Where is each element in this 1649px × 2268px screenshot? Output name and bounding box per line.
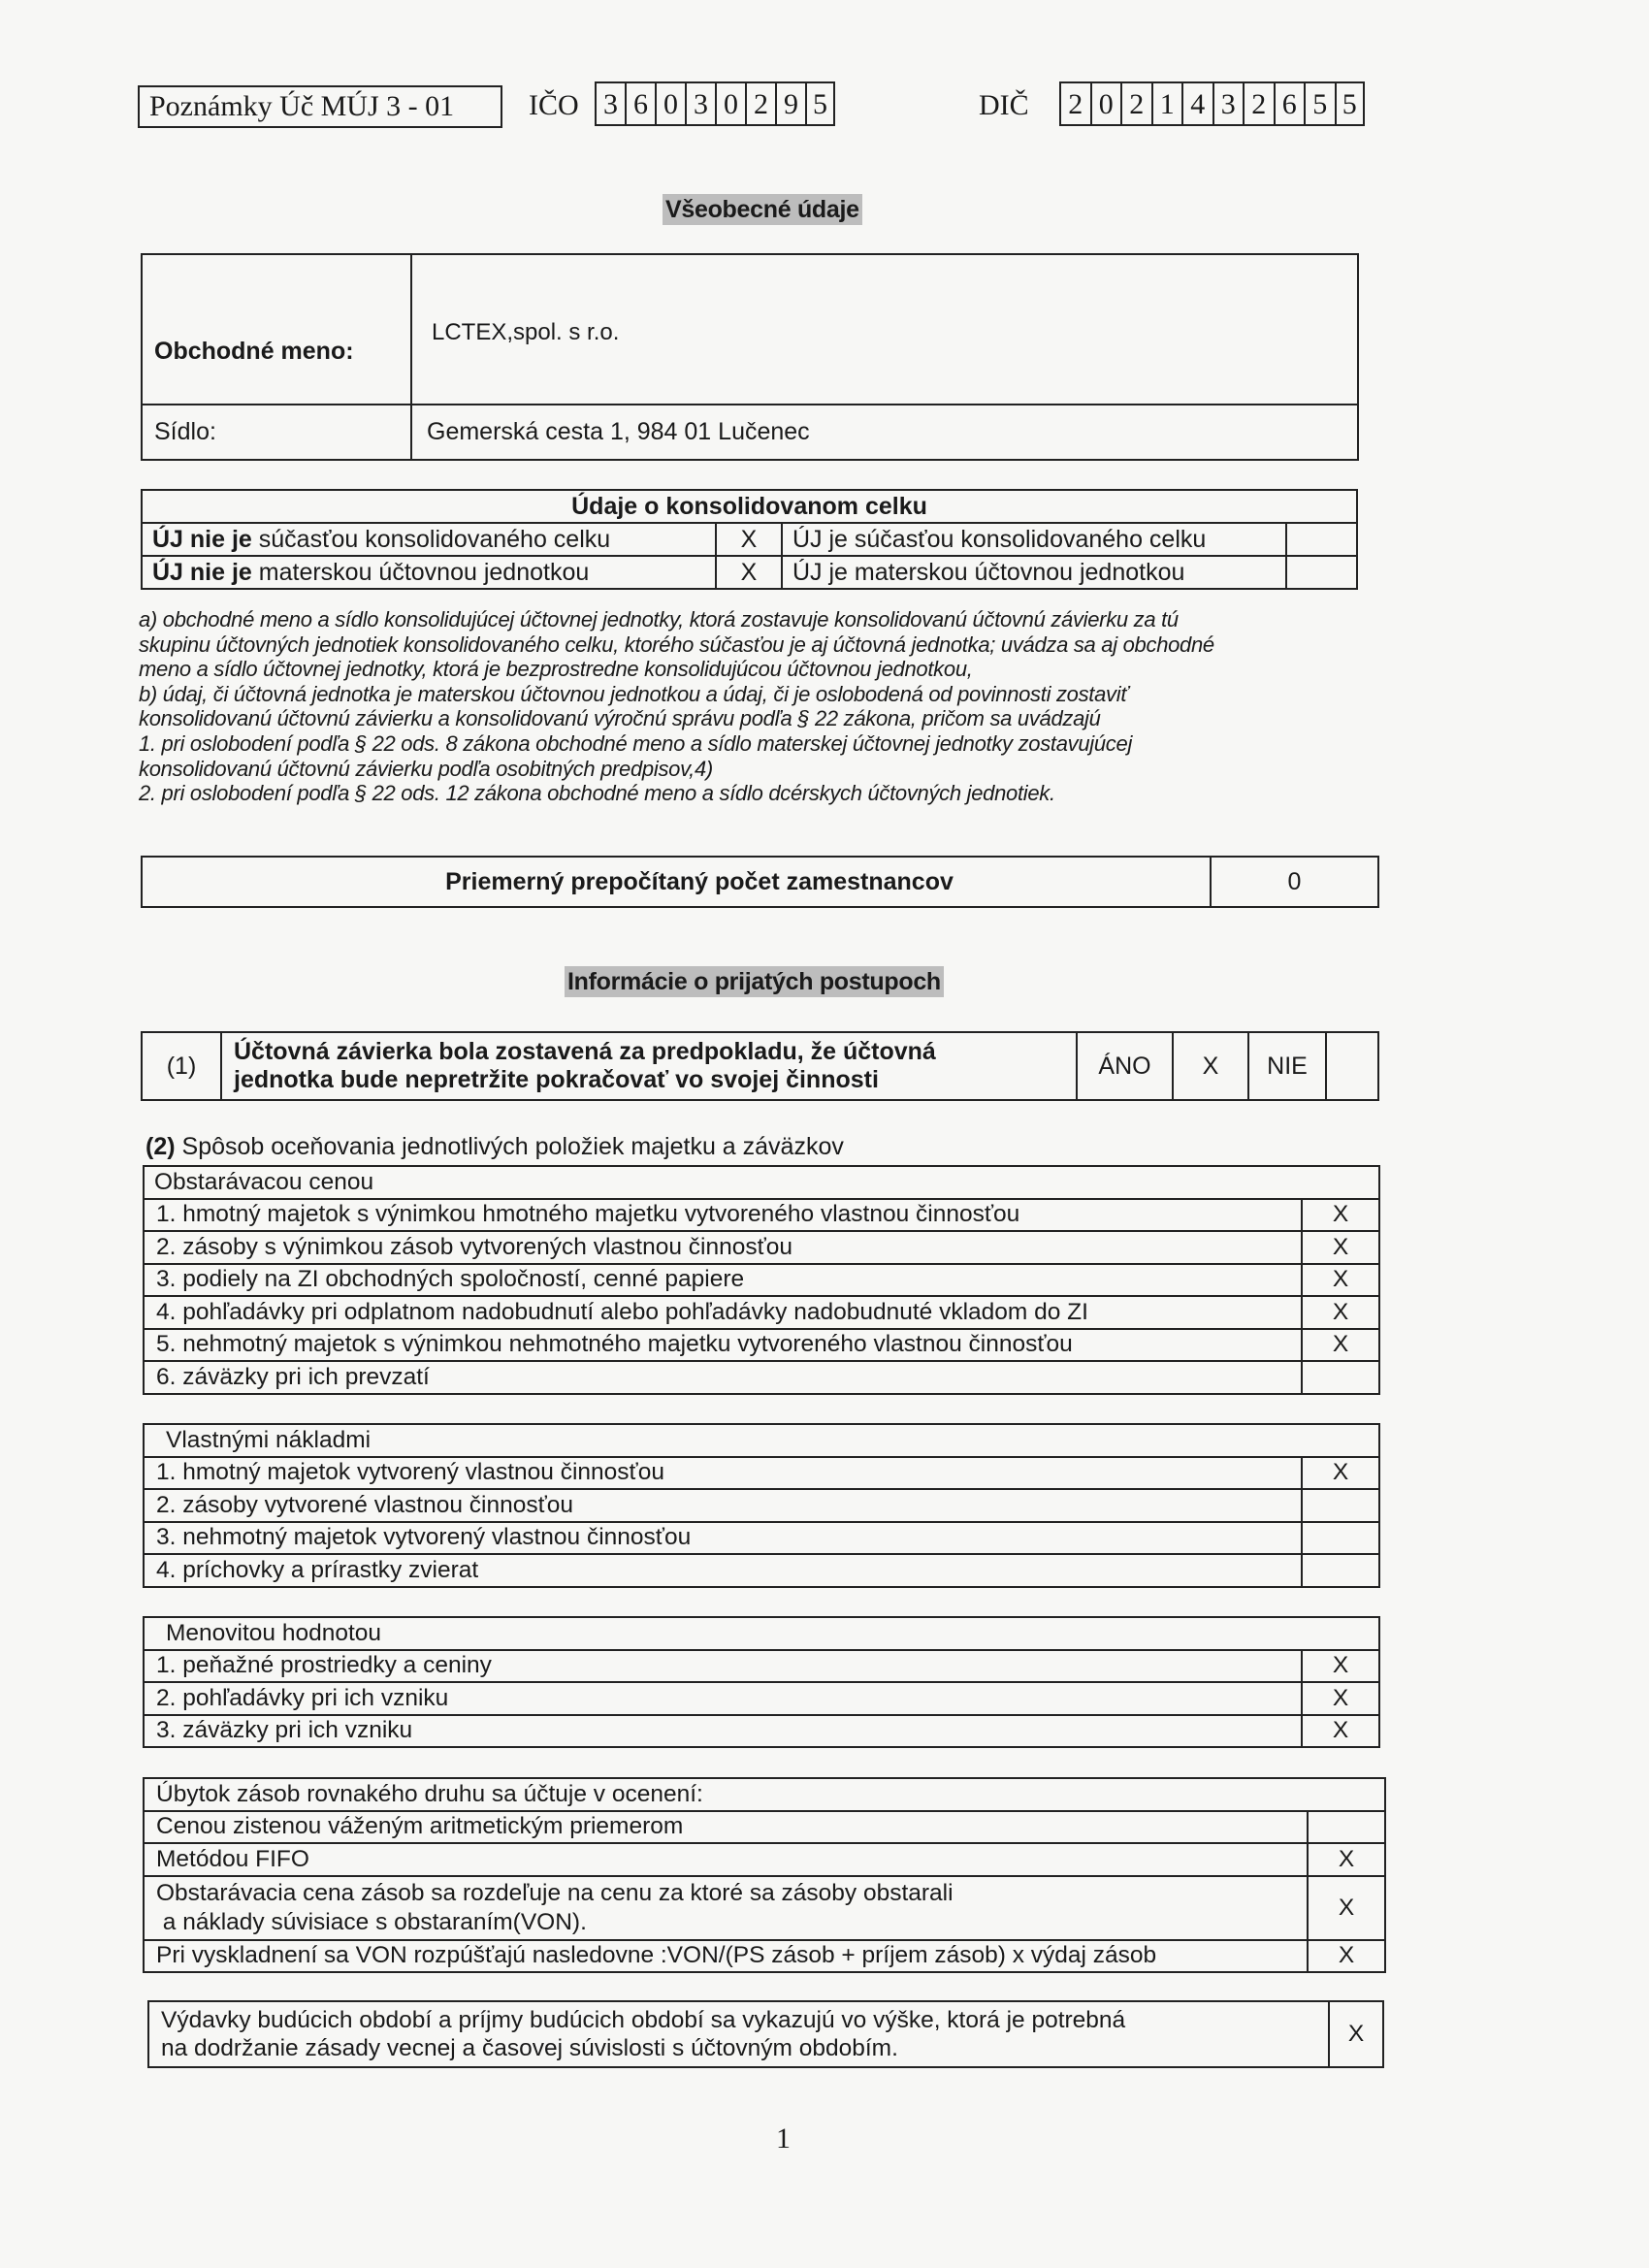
note-line: skupinu účtovných jednotiek konsolidovaného celku, ktorého súčasťou je aj účtovná jednotka; uvádza sa aj obchodné xyxy=(139,632,1214,657)
valuation-group-nominal-value xyxy=(143,1616,1380,1748)
section-heading-general: Všeobecné údaje xyxy=(663,194,862,225)
employees-value: 0 xyxy=(1211,857,1378,907)
valuation-mark: X xyxy=(1302,1296,1379,1329)
valuation-mark: X xyxy=(1302,1457,1379,1490)
consolidated-right-mark xyxy=(1286,556,1357,589)
valuation-label: 3. podiely na ZI obchodných spoločností, cenné papiere xyxy=(144,1264,1302,1297)
note-line: 1. pri oslobodení podľa § 22 ods. 8 zákona obchodné meno a sídlo materskej účtovnej jednotky zostavujúcej xyxy=(139,730,1133,756)
valuation-group-acquisition-cost xyxy=(143,1165,1380,1395)
valuation-row xyxy=(144,1811,1385,1844)
valuation-mark: X xyxy=(1302,1650,1379,1683)
consolidated-table xyxy=(141,489,1358,590)
valuation-row xyxy=(144,1489,1379,1522)
valuation-label: 2. zásoby s výnimkou zásob vytvorených vlastnou činnosťou xyxy=(144,1231,1302,1264)
note-line: konsolidovanú účtovnú závierku podľa osobitných predpisov,4) xyxy=(139,756,713,781)
valuation-mark: X xyxy=(1308,1876,1385,1940)
dic-digit: 0 xyxy=(1090,81,1121,126)
group-header: Úbytok zásob rovnakého druhu sa účtuje v ocenení: xyxy=(144,1778,1385,1811)
dic-digit: 5 xyxy=(1335,81,1366,126)
valuation-row xyxy=(144,1296,1379,1329)
valuation-mark xyxy=(1308,1811,1385,1844)
consolidated-right-label: ÚJ je materskou účtovnou jednotkou xyxy=(782,556,1286,589)
valuation-row xyxy=(144,1554,1379,1587)
dic-digit: 4 xyxy=(1181,81,1212,126)
q1-no-mark xyxy=(1326,1032,1378,1100)
accruals-mark: X xyxy=(1329,2001,1383,2067)
valuation-row xyxy=(144,1843,1385,1876)
dic-digits xyxy=(1059,81,1365,126)
q2-title: (2) Spôsob oceňovania jednotlivých položiek majetku a záväzkov xyxy=(146,1133,844,1160)
valuation-row xyxy=(144,1361,1379,1394)
valuation-label: Obstarávacia cena zásob sa rozdeľuje na cenu za ktoré sa zásoby obstarali a náklady súvisiace s obstaraním(VON). xyxy=(144,1876,1308,1940)
dic-digit: 3 xyxy=(1212,81,1244,126)
valuation-label: 5. nehmotný majetok s výnimkou nehmotného majetku vytvoreného vlastnou činnosťou xyxy=(144,1329,1302,1362)
group-header: Obstarávacou cenou xyxy=(144,1166,1379,1199)
valuation-group-own-costs xyxy=(143,1423,1380,1588)
q1-number: (1) xyxy=(142,1032,221,1100)
valuation-mark: X xyxy=(1302,1329,1379,1362)
general-info-table xyxy=(141,253,1359,461)
dic-digit: 5 xyxy=(1304,81,1335,126)
valuation-mark xyxy=(1302,1554,1379,1587)
consolidated-title: Údaje o konsolidovanom celku xyxy=(142,490,1357,523)
form-title: Poznámky Úč MÚJ 3 - 01 xyxy=(138,85,502,128)
seat-label: Sídlo: xyxy=(142,405,411,460)
valuation-row xyxy=(144,1715,1379,1748)
consolidated-right-label: ÚJ je súčasťou konsolidovaného celku xyxy=(782,523,1286,556)
valuation-row xyxy=(144,1876,1385,1940)
employees-table xyxy=(141,856,1379,908)
valuation-row xyxy=(144,1522,1379,1555)
q1-yes-label: ÁNO xyxy=(1077,1032,1173,1100)
valuation-label: Cenou zistenou váženým aritmetickým priemerom xyxy=(144,1811,1308,1844)
note-line: b) údaj, či účtovná jednotka je materskou účtovnou jednotkou a údaj, či je oslobodená od povinnosti zostaviť xyxy=(139,681,1128,706)
q1-no-label: NIE xyxy=(1248,1032,1326,1100)
q2-number: (2) xyxy=(146,1133,176,1160)
ico-digit: 9 xyxy=(775,81,805,126)
consolidated-row xyxy=(142,523,1357,556)
valuation-label: 3. nehmotný majetok vytvorený vlastnou činnosťou xyxy=(144,1522,1302,1555)
dic-digit: 1 xyxy=(1151,81,1182,126)
page-number: 1 xyxy=(776,2122,791,2155)
valuation-label: 4. pohľadávky pri odplatnom nadobudnutí alebo pohľadávky nadobudnuté vkladom do ZI xyxy=(144,1296,1302,1329)
valuation-row xyxy=(144,1457,1379,1490)
valuation-label: 1. hmotný majetok s výnimkou hmotného majetku vytvoreného vlastnou činnosťou xyxy=(144,1199,1302,1232)
valuation-mark: X xyxy=(1308,1843,1385,1876)
dic-digit: 2 xyxy=(1120,81,1151,126)
accruals-table xyxy=(147,2000,1384,2068)
group-header: Vlastnými nákladmi xyxy=(144,1424,1379,1457)
consolidated-notes xyxy=(139,607,1400,806)
ico-digit: 2 xyxy=(745,81,775,126)
valuation-row xyxy=(144,1264,1379,1297)
valuation-label: 1. hmotný majetok vytvorený vlastnou činnosťou xyxy=(144,1457,1302,1490)
dic-digit: 6 xyxy=(1274,81,1305,126)
valuation-label: 2. zásoby vytvorené vlastnou činnosťou xyxy=(144,1489,1302,1522)
consolidated-left-mark: X xyxy=(716,556,782,589)
valuation-mark: X xyxy=(1302,1264,1379,1297)
consolidated-right-mark xyxy=(1286,523,1357,556)
valuation-row xyxy=(144,1199,1379,1232)
business-name-label: Obchodné meno: xyxy=(142,254,411,405)
consolidated-left-label: ÚJ nie je materskou účtovnou jednotkou xyxy=(142,556,716,589)
valuation-mark: X xyxy=(1308,1940,1385,1973)
valuation-mark: X xyxy=(1302,1715,1379,1748)
ico-digit: 5 xyxy=(805,81,835,126)
dic-digit: 2 xyxy=(1243,81,1274,126)
dic-digit: 2 xyxy=(1059,81,1090,126)
note-line: a) obchodné meno a sídlo konsolidujúcej účtovnej jednotky, ktorá zostavuje konsolidovanú účtovnú závierku za tú xyxy=(139,607,1179,632)
consolidated-left-label: ÚJ nie je súčasťou konsolidovaného celku xyxy=(142,523,716,556)
ico-digit: 6 xyxy=(625,81,655,126)
valuation-label: 3. záväzky pri ich vzniku xyxy=(144,1715,1302,1748)
ico-label: IČO xyxy=(529,89,579,121)
valuation-label: 6. záväzky pri ich prevzatí xyxy=(144,1361,1302,1394)
valuation-mark xyxy=(1302,1522,1379,1555)
valuation-mark xyxy=(1302,1489,1379,1522)
valuation-mark: X xyxy=(1302,1682,1379,1715)
valuation-label: 2. pohľadávky pri ich vzniku xyxy=(144,1682,1302,1715)
valuation-row xyxy=(144,1682,1379,1715)
valuation-label: 4. príchovky a prírastky zvierat xyxy=(144,1554,1302,1587)
going-concern-table xyxy=(141,1031,1379,1101)
valuation-row xyxy=(144,1940,1385,1973)
q1-yes-mark: X xyxy=(1173,1032,1248,1100)
valuation-group-inventory-decrease xyxy=(143,1777,1386,1973)
seat-value: Gemerská cesta 1, 984 01 Lučenec xyxy=(411,405,1358,460)
valuation-label: 1. peňažné prostriedky a ceniny xyxy=(144,1650,1302,1683)
dic-label: DIČ xyxy=(979,89,1029,121)
accruals-text: Výdavky budúcich období a príjmy budúcich období sa vykazujú vo výške, ktorá je potrebná na dodržanie zásady vecnej a časovej súvislosti s účtovným obdobím. xyxy=(148,2001,1329,2067)
ico-digit: 0 xyxy=(715,81,745,126)
valuation-label: Metódou FIFO xyxy=(144,1843,1308,1876)
ico-digit: 0 xyxy=(655,81,685,126)
valuation-row xyxy=(144,1329,1379,1362)
employees-label: Priemerný prepočítaný počet zamestnancov xyxy=(142,857,1211,907)
valuation-label: Pri vyskladnení sa VON rozpúšťajú nasledovne :VON/(PS zásob + príjem zásob) x výdaj zásob xyxy=(144,1940,1308,1973)
group-header: Menovitou hodnotou xyxy=(144,1617,1379,1650)
valuation-mark: X xyxy=(1302,1199,1379,1232)
valuation-mark: X xyxy=(1302,1231,1379,1264)
ico-digit: 3 xyxy=(595,81,625,126)
note-line: meno a sídlo účtovnej jednotky, ktorá je bezprostredne konsolidujúcou účtovnou jednotkou, xyxy=(139,657,973,682)
ico-digit: 3 xyxy=(685,81,715,126)
business-name-value: LCTEX,spol. s r.o. xyxy=(411,254,1358,405)
consolidated-left-mark: X xyxy=(716,523,782,556)
valuation-row xyxy=(144,1650,1379,1683)
ico-digits xyxy=(595,81,835,126)
valuation-mark xyxy=(1302,1361,1379,1394)
note-line: 2. pri oslobodení podľa § 22 ods. 12 zákona obchodné meno a sídlo dcérskych účtovných jednotiek. xyxy=(139,781,1055,806)
valuation-row xyxy=(144,1231,1379,1264)
consolidated-row xyxy=(142,556,1357,589)
note-line: konsolidovanú účtovnú závierku a konsolidovanú výročnú správu podľa § 22 zákona, pričom sa uvádzajú xyxy=(139,706,1101,731)
section-heading-procedures: Informácie o prijatých postupoch xyxy=(565,966,944,997)
q1-text: Účtovná závierka bola zostavená za predpokladu, že účtovná jednotka bude nepretržite pokračovať vo svojej činnosti xyxy=(221,1032,1077,1100)
